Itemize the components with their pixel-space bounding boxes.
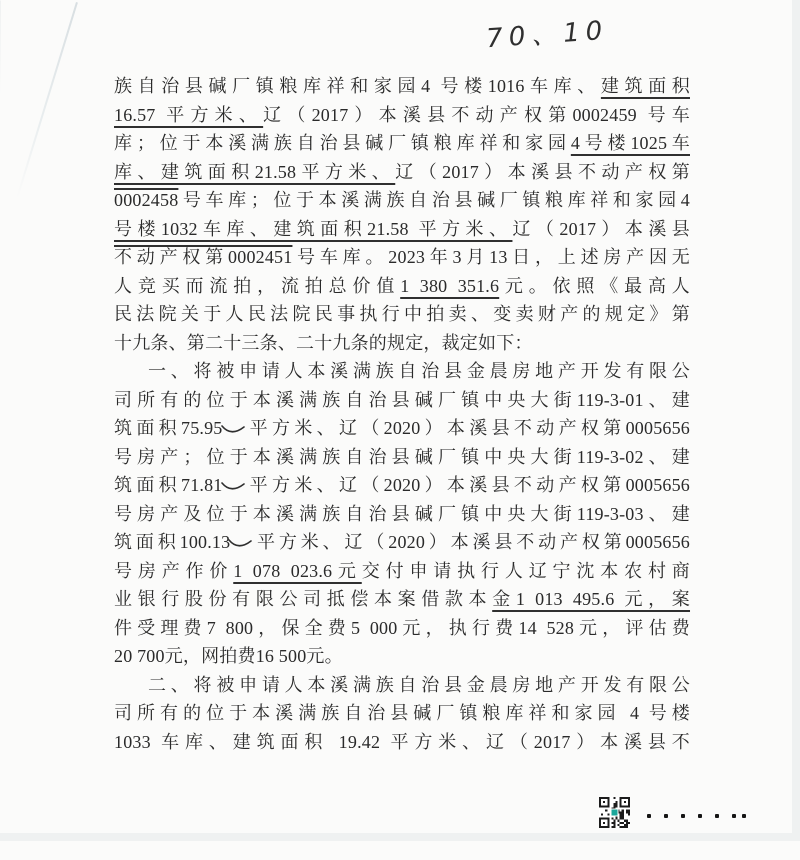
text-line — [114, 300, 690, 329]
underlined-text: 库、建筑面积21.58平方米、 — [114, 161, 396, 182]
underlined-text: 建筑面积 — [600, 76, 690, 96]
text-segment: 号房产；位于本溪满族自治县碱厂镇中央大街119-3-02、建 — [114, 446, 690, 467]
text-segment: 元。依照《最高人 — [499, 275, 690, 296]
text-line — [114, 101, 690, 130]
text-segment: 一、将被申请人本溪满族自治县金晨房地产开发有限公 — [148, 361, 690, 381]
underlined-text: 金1 013 495.6 元，案 — [492, 589, 691, 609]
text-segment: 司所有的位于本溪满族自治县碱厂镇粮库祥和家园 4 号楼 — [114, 703, 690, 723]
text-segment: 筑面积75.95 — [114, 418, 223, 438]
footer-dots — [647, 814, 746, 818]
text-segment: 1033 车库、建筑面积 19.42 平方米、辽（2017）本溪县不 — [114, 731, 690, 752]
overmarked-text: 不动产权第0002451 — [114, 247, 293, 267]
text-segment: 民法院关于人民法院民事执行中拍卖、变卖财产的规定》第 — [114, 304, 690, 324]
text-segment: 号房产作价 — [114, 560, 234, 581]
text-line — [114, 500, 690, 529]
text-line — [114, 585, 690, 614]
handwritten-swoosh-mark — [228, 538, 252, 550]
underlined-text: 4号楼1025车 — [570, 133, 690, 153]
text-segment: 业银行股份有限公司抵偿本案借款本 — [114, 589, 493, 609]
text-segment: 件受理费7 800，保全费5 000元，执行费14 528元，评估费 — [114, 617, 690, 638]
text-segment: 号车库；位于本溪满族自治县碱厂镇粮库祥和家园4 — [178, 190, 690, 210]
text-line — [114, 614, 690, 643]
text-line — [114, 443, 690, 472]
handwritten-swoosh-mark — [221, 424, 245, 436]
text-line — [114, 699, 690, 728]
text-line — [114, 642, 690, 671]
text-line — [114, 557, 690, 586]
footer-dot — [732, 814, 736, 818]
scan-edge-bottom — [0, 833, 800, 841]
text-segment: 平方米、辽（2020）本溪县不动产权第0005656 — [245, 418, 690, 438]
underlined-text: 1 380 351.6 — [400, 275, 500, 296]
overmarked-text: 0002458 — [114, 190, 179, 210]
underlined-text: 号楼1032车库、建筑面积21.58 平方米、 — [114, 218, 513, 239]
text-line — [114, 329, 690, 358]
handwritten-annotation: 70、10 — [485, 15, 610, 55]
text-segment: 辽（2017）本溪县不动产权第0002459 号车 — [263, 104, 691, 125]
text-segment: 20 700元，网拍费16 500元。 — [114, 646, 343, 666]
text-segment: 号车库。2023年3月13日，上述房产因无 — [292, 247, 690, 267]
footer-dot — [681, 814, 685, 818]
handwritten-swoosh-mark — [221, 481, 245, 493]
footer-dot — [715, 814, 719, 818]
footer-dot — [742, 814, 746, 818]
text-segment: 辽（2017）本溪县 — [512, 218, 690, 239]
footer-dot — [647, 814, 651, 818]
text-line — [114, 272, 690, 301]
text-line — [114, 129, 690, 158]
text-segment: 司所有的位于本溪满族自治县碱厂镇中央大街119-3-01、建 — [114, 389, 690, 410]
text-line — [114, 671, 690, 700]
scan-crease-artifact — [16, 2, 78, 199]
text-line — [114, 186, 690, 215]
text-line — [114, 72, 690, 101]
document-text — [114, 72, 690, 756]
text-segment: 号房产及位于本溪满族自治县碱厂镇中央大街119-3-03、建 — [114, 503, 690, 524]
text-segment: 库；位于本溪满族自治县碱厂镇粮库祥和家园 — [114, 133, 571, 153]
scan-edge-right — [792, 0, 800, 841]
text-segment: 筑面积100.13 — [114, 532, 231, 552]
qr-code-icon — [598, 797, 631, 828]
text-line — [114, 528, 690, 557]
text-segment: 平方米、辽（2020）本溪县不动产权第0005656 — [253, 532, 690, 552]
text-line — [114, 215, 690, 244]
footer-dot — [664, 814, 668, 818]
underlined-text: 16.57 平方米、 — [114, 104, 264, 125]
text-line — [114, 158, 690, 187]
text-segment: 族自治县碱厂镇粮库祥和家园4 号楼1016车库、 — [114, 76, 601, 96]
text-line — [114, 386, 690, 415]
text-segment: 筑面积71.81 — [114, 475, 223, 495]
text-line — [114, 414, 690, 443]
text-line — [114, 357, 690, 386]
text-segment: 交付申请执行人辽宁沈本农村商 — [361, 560, 690, 581]
scan-edge-left — [0, 0, 1, 860]
text-segment: 二、将被申请人本溪满族自治县金晨房地产开发有限公 — [148, 674, 690, 695]
text-line — [114, 243, 690, 272]
text-segment: 人竞买而流拍，流拍总价值 — [114, 275, 401, 296]
underlined-text: 1 078 023.6元 — [233, 560, 362, 581]
text-segment: 十九条、第二十三条、二十九条的规定，裁定如下： — [114, 332, 533, 353]
text-segment: 辽（2017）本溪县不动产权第 — [395, 161, 690, 182]
text-line — [114, 471, 690, 500]
footer-dot — [698, 814, 702, 818]
text-segment: 平方米、辽（2020）本溪县不动产权第0005656 — [245, 475, 690, 495]
text-line — [114, 728, 690, 757]
